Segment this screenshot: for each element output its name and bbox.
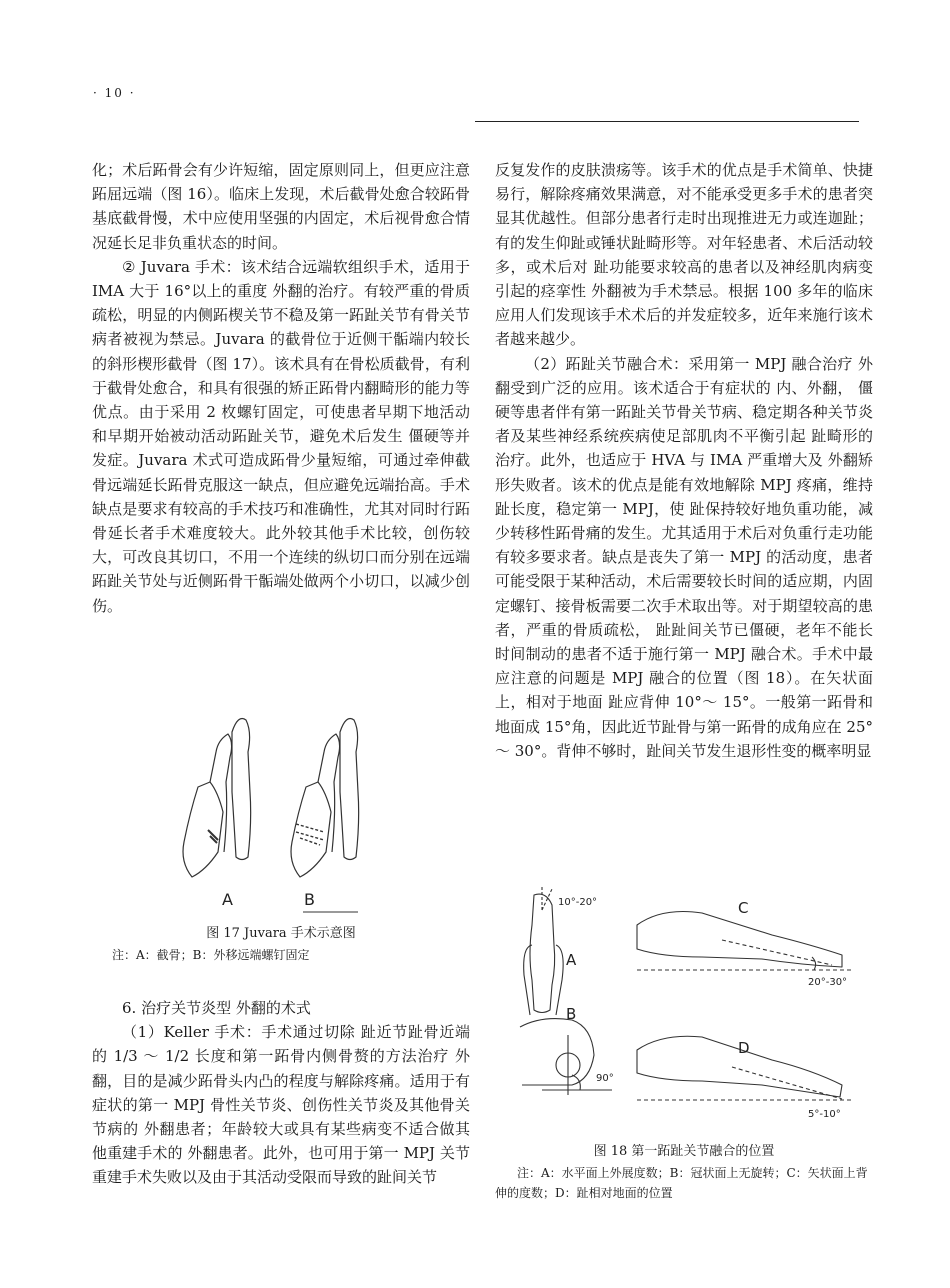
- figure-17-label-a: A: [222, 890, 233, 909]
- foot-a-osteotomy: [208, 830, 218, 843]
- header-rule: [475, 121, 859, 122]
- panel-c-angle-arc: [812, 957, 816, 970]
- foot-a-second-ray: [232, 719, 251, 860]
- foot-b-medial-outline: [291, 782, 331, 877]
- figure-18-angle-d: 5°-10°: [808, 1109, 841, 1120]
- left-column: [92, 158, 470, 618]
- panel-b-forefoot: [520, 1019, 594, 1085]
- figure-18-caption: 图 18 第一跖趾关节融合的位置: [593, 1144, 775, 1159]
- figure-18-angle-a: 10°-20°: [558, 897, 598, 908]
- figure-18-label-c: C: [738, 899, 749, 917]
- figure-17-illustration: [168, 712, 378, 914]
- page-number: · 10 ·: [93, 86, 136, 100]
- figure-18-label-a: A: [566, 951, 577, 969]
- right-column: [495, 158, 873, 763]
- left-paragraph-juvara: ② Juvara 手术：该术结合远端软组织手术，适用于 IMA 大于 16°以上的重度 外翻的治疗。有较严重的骨质疏松，明显的内侧跖楔关节不稳及第一跖趾关节有骨关节病者被视为禁忌。Juvara 的截骨位于近侧干骺端内较长的斜形楔形截骨（图 17）。该术具有在骨松质截骨，有利于截骨处愈合，和具有很强的矫正跖骨内翻畸形的能力等优点。由于采用 2 枚螺钉固定，可使患者早期下地活动和早期开始被动活动跖趾关节，避免术后发生 僵硬等并发症。Juvara 术式可造成跖骨少量短缩，可通过牵伸截骨远端延长跖骨克服这一缺点，但应避免远端抬高。手术缺点是要求有较高的手术技巧和准确性，尤其对同时行跖骨延长者手术难度较大。此外较其他手术比较，创伤较大，可改良其切口，不用一个连续的纵切口而分别在远端跖趾关节处与近侧跖骨干骺端处做两个小切口，以减少创伤。: [92, 257, 470, 615]
- panel-b-axis: [542, 1035, 612, 1095]
- panel-a-toe: [530, 894, 555, 1012]
- figure-17-note: 注：A：截骨；B：外移远端螺钉固定: [112, 948, 310, 962]
- left-column-lower: [92, 988, 470, 1190]
- foot-a-medial-outline: [183, 782, 223, 877]
- left-paragraph-keller: （1）Keller 手术：手术通过切除 趾近节趾骨近端的 1/3 ～ 1/2 长度和第一跖骨内侧骨赘的方法治疗 外翻，目的是减少跖骨头内凸的程度与解除疼痛。适用于有症状的第一 MPJ 骨性关节炎、创伤性关节炎及其他骨关节病的 外翻患者；年龄较大或具有某些病变不适合做其他重建手术的 外翻患者。此外，也可用于第一 MPJ 关节重建手术失败以及由于其活动受限而导致的趾间关节: [92, 1023, 470, 1187]
- figure-18-note: 注：A：水平面上外展度数；B：冠状面上无旋转；C：矢状面上背伸的度数；D：趾相对地面的位置: [495, 1166, 868, 1200]
- foot-b-second-ray: [340, 719, 359, 860]
- figure-18-illustration: [512, 885, 857, 1130]
- section-6-heading: 6. 治疗关节炎型 外翻的术式: [122, 999, 311, 1017]
- figure-17-caption: 图 17 Juvara 手术示意图: [206, 926, 356, 941]
- left-paragraph-1: 化；术后跖骨会有少许短缩，固定原则同上，但更应注意跖屈远端（图 16）。临床上发现，术后截骨处愈合较跖骨基底截骨慢，术中应使用坚强的内固定，术后视骨愈合情况延长足非负重状态的时间。: [92, 161, 470, 252]
- panel-c-foot: [637, 912, 842, 968]
- figure-18-angle-c: 20°-30°: [808, 977, 848, 988]
- figure-18-label-d: D: [738, 1039, 750, 1057]
- foot-b-screws: [296, 824, 324, 845]
- right-paragraph-1: 反复发作的皮肤溃疡等。该手术的优点是手术简单、快捷易行，解除疼痛效果满意，对不能承受更多手术的患者突显其优越性。但部分患者行走时出现推进无力或连迦趾；有的发生仰趾或锤状趾畸形等。对年轻患者、术后活动较多，或术后对 趾功能要求较高的患者以及神经肌肉病变引起的痉挛性 外翻被为手术禁忌。根据 100 多年的临床应用人们发现该手术术后的并发症较多，近年来施行该术者越来越少。: [495, 161, 873, 349]
- figure-18-label-b: B: [566, 1005, 577, 1023]
- figure-17-label-b: B: [304, 890, 315, 909]
- right-paragraph-fusion: （2）跖趾关节融合术：采用第一 MPJ 融合治疗 外翻受到广泛的应用。该术适合于有症状的 内、外翻， 僵硬等患者伴有第一跖趾关节骨关节病、稳定期各种关节炎者及某些神经系统疾病使足部肌肉不平衡引起 趾畸形的治疗。此外，也适应于 HVA 与 IMA 严重增大及 外翻矫形失败者。该术的优点是能有效地解除 MPJ 疼痛，维持 趾长度，稳定第一 MPJ，使 趾保持较好地负重功能，减少转移性跖骨痛的发生。尤其适用于术后对负重行走功能有较多要求者。缺点是丧失了第一 MPJ 的活动度，患者可能受限于某种活动，术后需要较长时间的适应期，内固定螺钉、接骨板需要二次手术取出等。对于期望较高的患者，严重的骨质疏松， 趾趾间关节已僵硬，老年不能长时间制动的患者不适于施行第一 MPJ 融合术。手术中最应注意的问题是 MPJ 融合的位置（图 18）。在矢状面上，相对于地面 趾应背伸 10°～ 15°。一般第一跖骨和地面成 15°角，因此近节趾骨与第一跖骨的成角应在 25°～ 30°。背伸不够时，趾间关节发生退形性变的概率明显: [495, 354, 873, 760]
- figure-18-angle-b: 90°: [596, 1073, 614, 1084]
